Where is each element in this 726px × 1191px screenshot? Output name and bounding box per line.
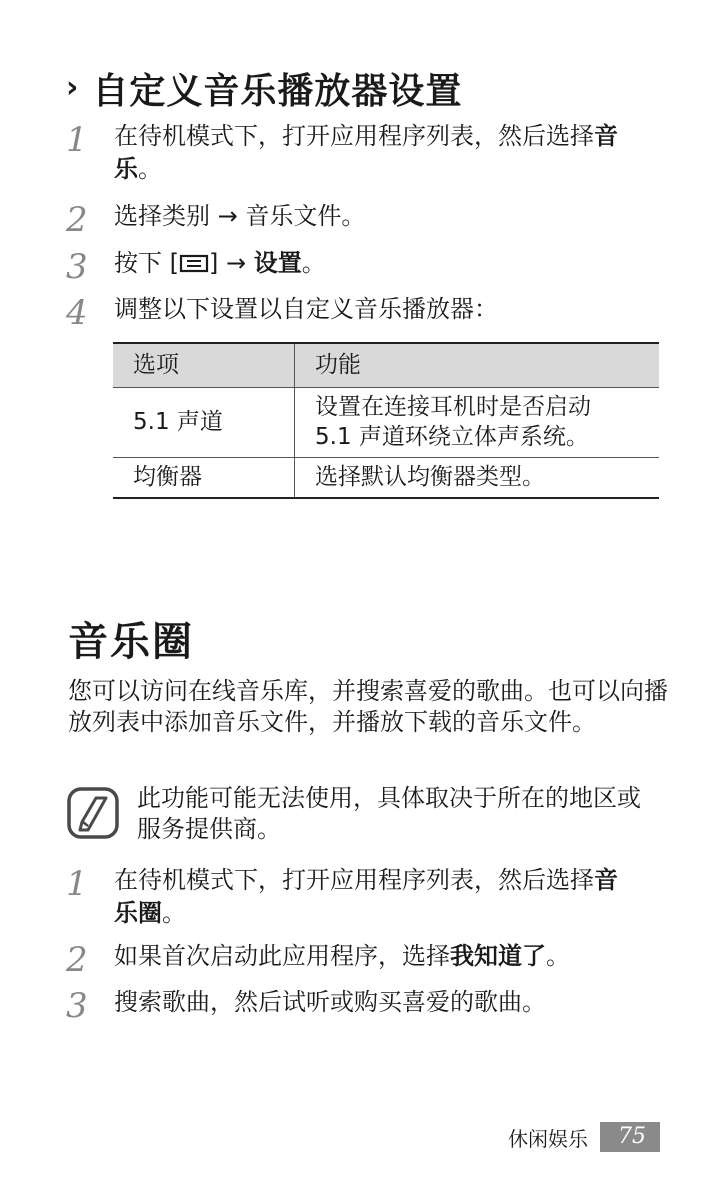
step-number: 2 [66,200,88,240]
step-1 [66,864,666,930]
step-2 [66,940,666,980]
function-cell: 选择默认均衡器类型。 [295,458,660,499]
option-cell: 均衡器 [113,458,295,499]
step-number: 4 [66,293,88,333]
column-header-option: 选项 [113,343,295,388]
step-text: 选择类别 → 音乐文件。 [114,202,366,230]
step-number: 3 [66,986,88,1026]
step-number: 3 [66,247,88,287]
table-header-row [113,343,659,388]
step-2 [66,200,666,240]
step-text: 如果首次启动此应用程序，选择我知道了。 [114,942,570,970]
note-icon [66,786,120,840]
note-text: 此功能可能无法使用，具体取决于所在的地区或服务提供商。 [137,784,641,843]
bold-term: 音乐圈 [114,866,618,927]
page-footer [508,1122,660,1152]
step-text: 调整以下设置以自定义音乐播放器： [114,295,498,323]
step-3 [66,986,666,1026]
step-number: 2 [66,940,88,980]
step-1 [66,120,666,186]
intro-paragraph: 您可以访问在线音乐库，并搜索喜爱的歌曲。也可以向播放列表中添加音乐文件，并播放下载的音乐文件。 [68,677,668,736]
step-text: 按下 [ ] → 设置。 [114,249,326,277]
menu-key-icon [179,253,209,273]
step-text: 在待机模式下，打开应用程序列表，然后选择音乐圈。 [114,866,618,927]
bold-term: 我知道了 [450,942,546,970]
column-header-function: 功能 [295,343,660,388]
step-text: 在待机模式下，打开应用程序列表，然后选择音乐。 [114,122,618,183]
step-4 [66,293,666,333]
settings-table [113,342,659,499]
bold-term: 音乐 [114,122,618,183]
option-cell: 5.1 声道 [113,388,295,458]
chevron-right-icon: › [66,70,79,105]
section-heading-customize [66,60,462,116]
table-row [113,388,659,458]
step-text: 搜索歌曲，然后试听或购买喜爱的歌曲。 [114,988,546,1016]
footer-section-name: 休闲娱乐 [508,1126,588,1151]
step-3 [66,247,666,287]
section-title-music-circle: 音乐圈 [68,619,194,665]
section-title: 自定义音乐播放器设置 [92,70,463,112]
page-number: 75 [600,1122,660,1152]
step-number: 1 [66,864,88,904]
table-row [113,458,659,499]
step-number: 1 [66,120,88,160]
bold-term: 设置 [253,249,302,277]
function-cell: 设置在连接耳机时是否启动 5.1 声道环绕立体声系统。 [295,388,660,458]
